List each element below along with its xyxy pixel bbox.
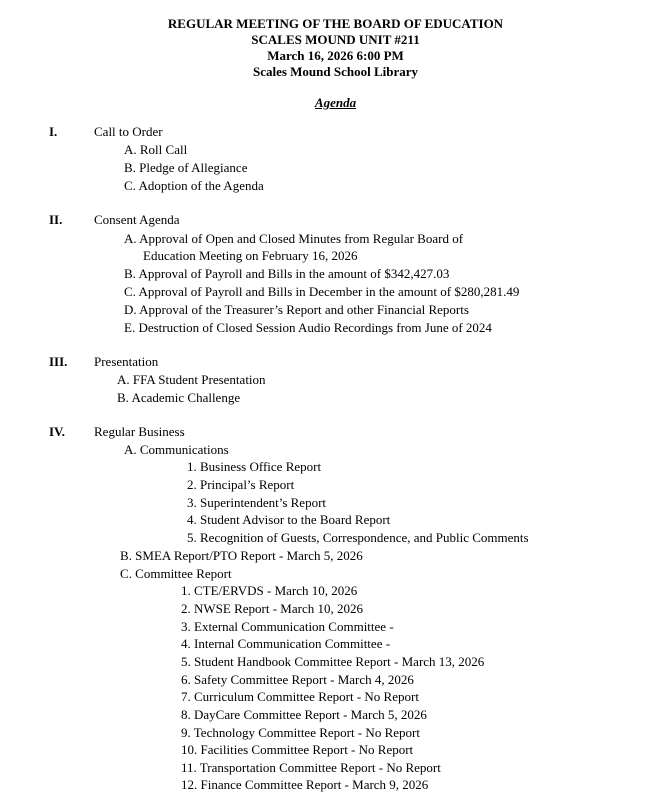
section-number: I. (49, 124, 58, 139)
agenda-item: A. Communications (124, 442, 229, 457)
sub-item: 5. Recognition of Guests, Correspondence, and Public Comments (187, 530, 529, 545)
sub-item: 11. Transportation Committee Report - No Report (181, 760, 441, 775)
sub-item: 8. DayCare Committee Report - March 5, 2026 (181, 707, 427, 722)
sub-item: 2. Principal’s Report (187, 477, 295, 492)
sub-item: 3. External Communication Committee - (181, 619, 394, 634)
sub-item: 5. Student Handbook Committee Report - March 13, 2026 (181, 654, 485, 669)
sub-item: 3. Superintendent’s Report (187, 495, 327, 510)
agenda-item: C. Adoption of the Agenda (124, 178, 264, 193)
sub-item: 12. Finance Committee Report - March 9, 2026 (181, 777, 429, 792)
agenda-item: B. Pledge of Allegiance (124, 160, 248, 175)
section-title: Regular Business (94, 424, 185, 439)
sub-item: 4. Internal Communication Committee - (181, 636, 391, 651)
sub-item: 7. Curriculum Committee Report - No Report (181, 689, 419, 704)
section-title: Presentation (94, 354, 159, 369)
agenda-item: A. Approval of Open and Closed Minutes from Regular Board of (124, 231, 464, 246)
agenda-item: B. Academic Challenge (117, 390, 241, 405)
agenda-item: D. Approval of the Treasurer’s Report and other Financial Reports (124, 302, 469, 317)
sub-item: 1. CTE/ERVDS - March 10, 2026 (181, 583, 358, 598)
meeting-title: REGULAR MEETING OF THE BOARD OF EDUCATION (167, 16, 504, 31)
district-name: SCALES MOUND UNIT #211 (251, 32, 420, 47)
section-number: II. (49, 212, 63, 227)
agenda-item: A. Roll Call (124, 142, 188, 157)
sub-item: 9. Technology Committee Report - No Report (181, 725, 420, 740)
section-number: IV. (49, 424, 66, 439)
meeting-location: Scales Mound School Library (252, 64, 419, 79)
meeting-date: March 16, 2026 6:00 PM (267, 48, 404, 63)
agenda-item: C. Committee Report (120, 566, 232, 581)
agenda-item: B. SMEA Report/PTO Report - March 5, 2026 (120, 548, 363, 563)
sub-item: 2. NWSE Report - March 10, 2026 (181, 601, 363, 616)
agenda-item: C. Approval of Payroll and Bills in December in the amount of $280,281.49 (124, 284, 520, 299)
agenda-item: A. FFA Student Presentation (117, 372, 266, 387)
section-number: III. (49, 354, 68, 369)
sub-item: 4. Student Advisor to the Board Report (187, 512, 391, 527)
agenda-item-continuation: Education Meeting on February 16, 2026 (143, 248, 358, 263)
sub-item: 6. Safety Committee Report - March 4, 2026 (181, 672, 414, 687)
sub-item: 10. Facilities Committee Report - No Report (181, 742, 414, 757)
agenda-item: E. Destruction of Closed Session Audio Recordings from June of 2024 (124, 320, 492, 335)
section-title: Consent Agenda (94, 212, 180, 227)
agenda-heading: Agenda (314, 95, 357, 110)
section-title: Call to Order (94, 124, 163, 139)
sub-item: 1. Business Office Report (187, 459, 322, 474)
agenda-item: B. Approval of Payroll and Bills in the amount of $342,427.03 (124, 266, 450, 281)
